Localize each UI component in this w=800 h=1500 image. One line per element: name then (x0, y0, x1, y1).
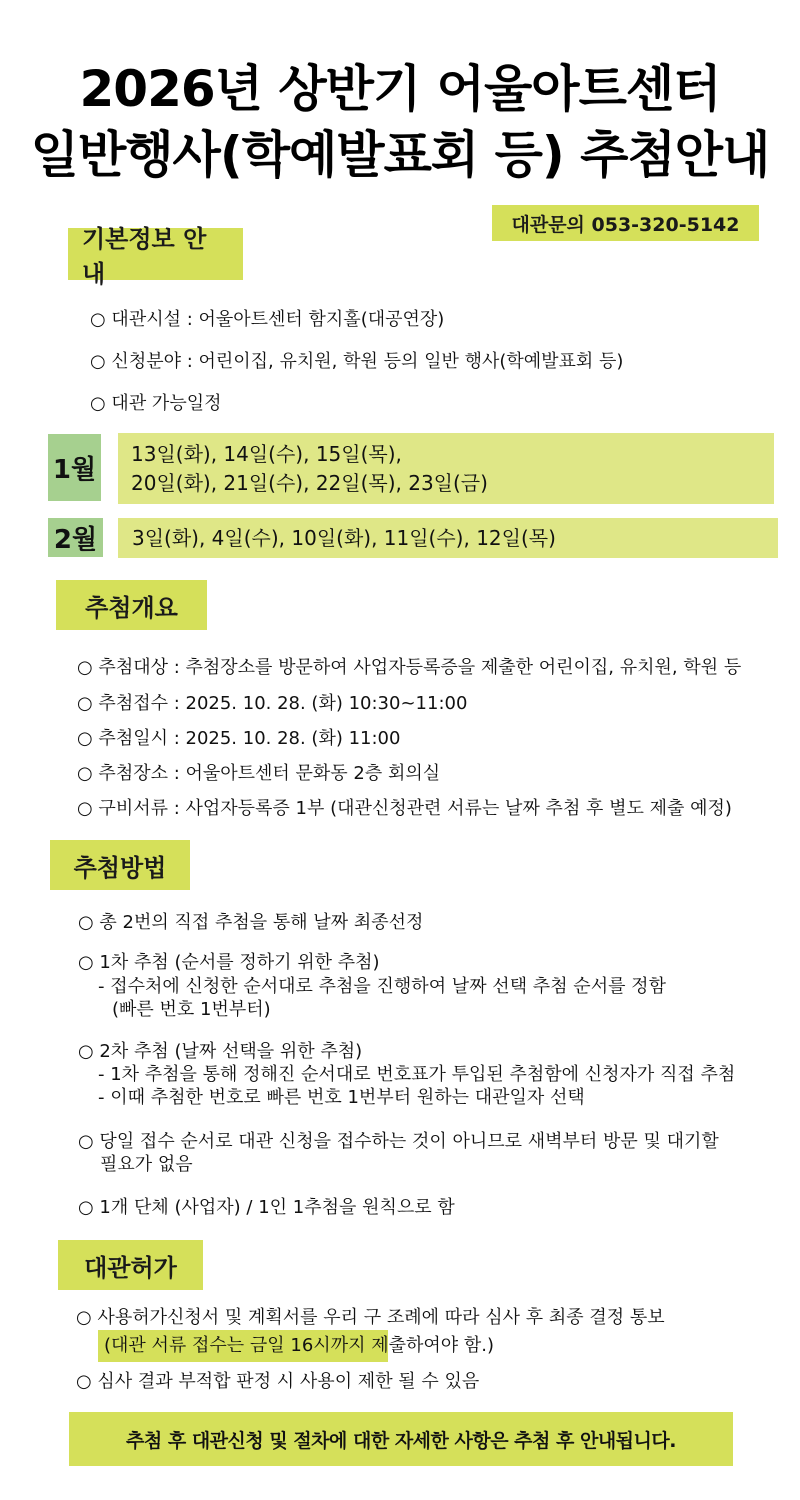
month-label-feb: 2월 (48, 518, 103, 557)
section-heading-basic-info: 기본정보 안내 (68, 228, 243, 280)
page-title-line1: 2026년 상반기 어울아트센터 (79, 60, 721, 118)
dates-jan-line1: 13일(화), 14일(수), 15일(목), (131, 441, 402, 466)
dates-jan-line2: 20일(화), 21일(수), 22일(목), 23일(금) (131, 470, 488, 495)
overview-item-place: ○ 추첨장소 : 어울아트센터 문화동 2층 회의실 (77, 763, 441, 784)
method-item-no-queue-cont: 필요가 없음 (100, 1154, 193, 1175)
info-item-facility: ○ 대관시설 : 어울아트센터 함지홀(대공연장) (90, 309, 445, 330)
method-item-first-draw: ○ 1차 추첨 (순서를 정하기 위한 추첨) (78, 952, 380, 973)
footer-notice: 추첨 후 대관신청 및 절차에 대한 자세한 사항은 추첨 후 안내됩니다. (69, 1412, 733, 1466)
overview-item-target: ○ 추첨대상 : 추첨장소를 방문하여 사업자등록증을 제출한 어린이집, 유치원, 학원 등 (77, 657, 742, 678)
method-item-total: ○ 총 2번의 직접 추첨을 통해 날짜 최종선정 (78, 912, 424, 933)
method-item-second-draw: ○ 2차 추첨 (날짜 선택을 위한 추첨) (78, 1041, 363, 1062)
section-heading-method: 추첨방법 (50, 840, 190, 890)
info-item-schedule: ○ 대관 가능일정 (90, 393, 222, 414)
month-label-jan: 1월 (48, 434, 101, 501)
overview-item-documents: ○ 구비서류 : 사업자등록증 1부 (대관신청관련 서류는 날짜 추첨 후 별도 제출 예정) (77, 798, 732, 819)
section-heading-permit: 대관허가 (58, 1240, 203, 1290)
method-item-first-draw-note: (빠른 번호 1번부터) (112, 999, 271, 1020)
page-title-line2: 일반행사(학예발표회 등) 추첨안내 (30, 126, 770, 184)
permit-item-restriction: ○ 심사 결과 부적합 판정 시 사용이 제한 될 수 있음 (76, 1371, 480, 1392)
dates-feb-line1: 3일(화), 4일(수), 10일(화), 11일(수), 12일(목) (132, 525, 556, 550)
method-item-second-draw-detail1: - 1차 추첨을 통해 정해진 순서대로 번호표가 투입된 추첨함에 신청자가 직접 추첨 (98, 1064, 736, 1085)
section-heading-overview: 추첨개요 (56, 580, 207, 630)
contact-badge: 대관문의 053-320-5142 (492, 205, 759, 241)
dates-feb (118, 518, 778, 558)
permit-item-review: ○ 사용허가신청서 및 계획서를 우리 구 조례에 따라 심사 후 최종 결정 통보 (76, 1307, 665, 1328)
info-item-field: ○ 신청분야 : 어린이집, 유치원, 학원 등의 일반 행사(학예발표회 등) (90, 351, 624, 372)
method-item-second-draw-detail2: - 이때 추첨한 번호로 빠른 번호 1번부터 원하는 대관일자 선택 (98, 1087, 585, 1108)
overview-item-datetime: ○ 추첨일시 : 2025. 10. 28. (화) 11:00 (77, 728, 401, 749)
dates-jan (118, 433, 774, 504)
permit-item-deadline-note: (대관 서류 접수는 금일 16시까지 제출하여야 함.) (98, 1330, 388, 1362)
overview-item-reception: ○ 추첨접수 : 2025. 10. 28. (화) 10:30~11:00 (77, 693, 468, 714)
method-item-first-draw-detail: - 접수처에 신청한 순서대로 추첨을 진행하여 날짜 선택 추첨 순서를 정함 (98, 976, 666, 997)
method-item-rule: ○ 1개 단체 (사업자) / 1인 1추첨을 원칙으로 함 (78, 1197, 455, 1218)
method-item-no-queue: ○ 당일 접수 순서로 대관 신청을 접수하는 것이 아니므로 새벽부터 방문 및 대기할 (78, 1131, 719, 1152)
